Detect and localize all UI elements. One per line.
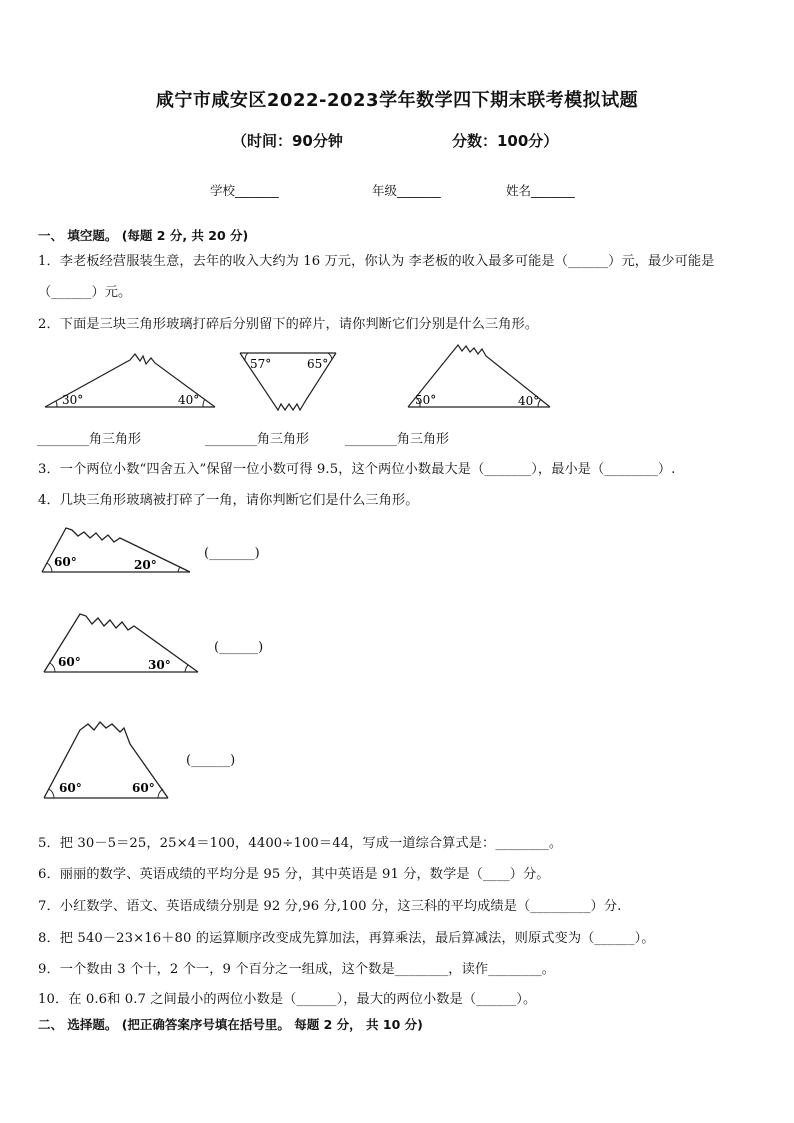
q4-fig2-angle-left: 60° xyxy=(58,655,81,669)
section-1-heading: 一、 填空题。 (每题 2 分, 共 20 分) xyxy=(38,228,249,243)
q4-triangle-3 xyxy=(40,718,172,802)
q4-answer-blank-1[interactable]: (_______) xyxy=(204,546,260,561)
exam-time: （时间：90分钟 xyxy=(232,132,343,150)
question-8-text: 8．把 540－23×16＋80 的运算顺序改变成先算加法，再算乘法，最后算减法，则原式变为（______）。 xyxy=(38,931,655,946)
exam-score: 分数：100分） xyxy=(452,132,559,150)
q2-fig2-angle-right: 65° xyxy=(307,357,329,371)
q2-fig2-angle-left: 57° xyxy=(250,357,272,371)
q2-answer-blank-1[interactable]: ________角三角形 xyxy=(37,432,142,447)
name-field[interactable]: 姓名_______ xyxy=(506,183,575,198)
question-10-text: 10．在 0.6和 0.7 之间最小的两位小数是（______），最大的两位小数是（______）。 xyxy=(38,992,537,1007)
q4-fig3-angle-left: 60° xyxy=(59,781,82,795)
question-2-text: 2．下面是三块三角形玻璃打碎后分别留下的碎片，请你判断它们分别是什么三角形。 xyxy=(38,317,539,332)
q2-answer-blank-3[interactable]: ________角三角形 xyxy=(345,432,450,447)
q4-fig3-angle-right: 60° xyxy=(132,781,155,795)
question-3-text: 3．一个两位小数“四舍五入”保留一位小数可得 9.5，这个两位小数最大是（_______），最小是（________）. xyxy=(38,462,676,477)
q2-fig3-angle-right: 40° xyxy=(518,394,540,408)
q2-triangle-fragment-1 xyxy=(40,350,220,412)
q2-fig1-angle-left: 30° xyxy=(62,393,84,407)
question-7-text: 7．小红数学、语文、英语成绩分别是 92 分,96 分,100 分，这三科的平均成绩是（_________）分. xyxy=(38,899,622,914)
q4-answer-blank-2[interactable]: (______) xyxy=(214,640,264,655)
q2-triangle-fragment-3 xyxy=(404,342,556,412)
q2-answer-blank-2[interactable]: ________角三角形 xyxy=(205,432,310,447)
question-1-line-2: （______）元。 xyxy=(38,285,132,300)
question-4-text: 4．几块三角形玻璃被打碎了一角，请你判断它们是什么三角形。 xyxy=(38,493,419,508)
question-9-text: 9．一个数由 3 个十，2 个一，9 个百分之一组成，这个数是________，读作________。 xyxy=(38,962,555,977)
grade-field[interactable]: 年级_______ xyxy=(372,183,441,198)
question-5-text: 5．把 30－5＝25，25×4＝100，4400÷100＝44，写成一道综合算式是：________。 xyxy=(38,836,563,851)
question-6-text: 6．丽丽的数学、英语成绩的平均分是 95 分，其中英语是 91 分，数学是（____）分。 xyxy=(38,867,550,882)
q4-triangle-1 xyxy=(38,524,194,576)
question-1-line-1: 1．李老板经营服装生意，去年的收入大约为 16 万元，你认为 李老板的收入最多可能是（______）元，最少可能是 xyxy=(38,254,715,269)
q4-triangle-2 xyxy=(40,610,202,676)
school-field[interactable]: 学校_______ xyxy=(210,183,279,198)
q2-fig1-angle-right: 40° xyxy=(178,393,200,407)
q4-answer-blank-3[interactable]: (______) xyxy=(186,753,236,768)
section-2-heading: 二、 选择题。 (把正确答案序号填在括号里。 每题 2 分， 共 10 分) xyxy=(38,1017,423,1032)
page-title: 咸宁市咸安区2022-2023学年数学四下期末联考模拟试题 xyxy=(155,90,639,111)
q4-fig1-angle-left: 60° xyxy=(54,555,77,569)
q4-fig1-angle-right: 20° xyxy=(134,558,157,572)
q2-fig3-angle-left: 50° xyxy=(415,393,437,407)
q4-fig2-angle-right: 30° xyxy=(148,658,171,672)
q2-triangle-fragment-2 xyxy=(236,350,342,414)
